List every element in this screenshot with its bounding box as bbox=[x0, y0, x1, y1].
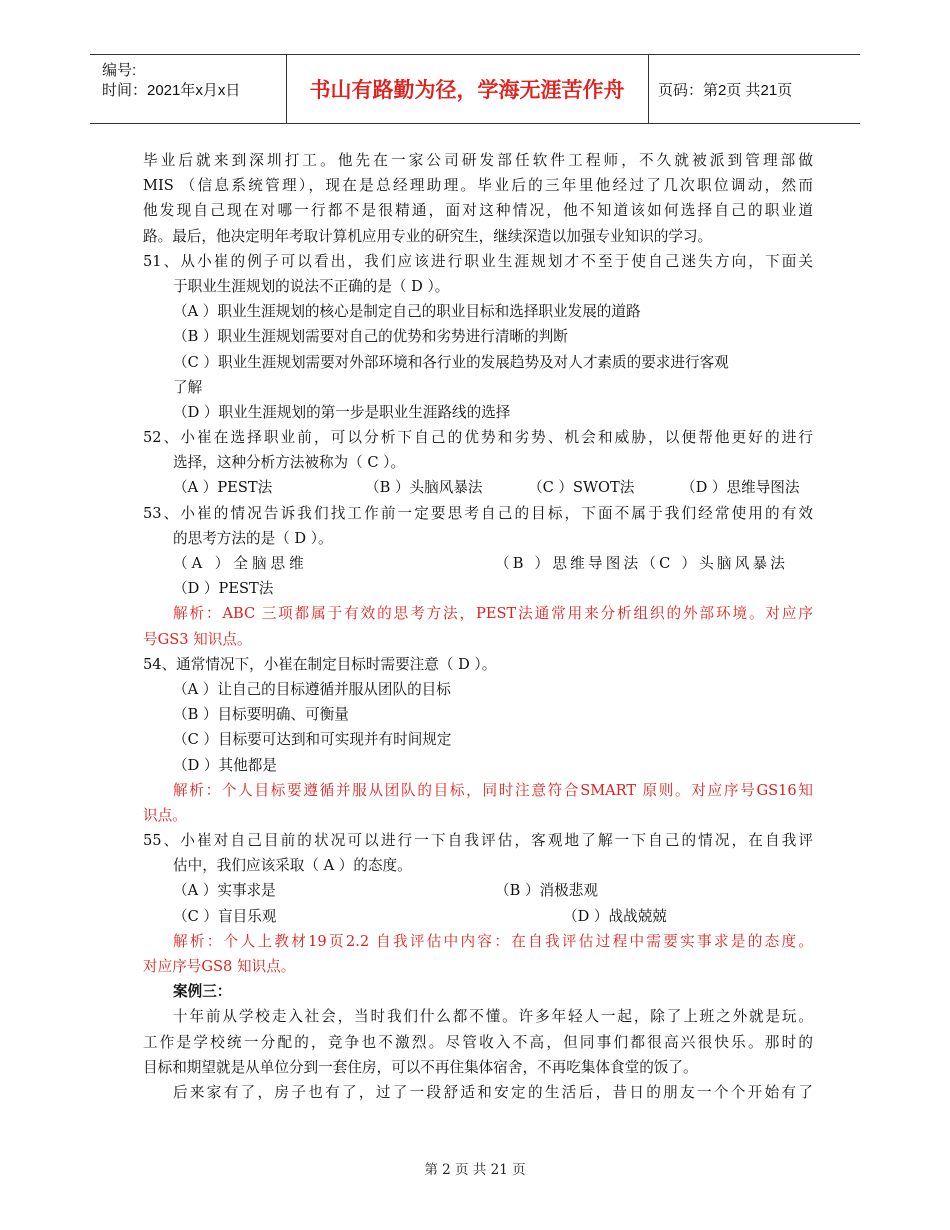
option-c: （C ）盲目乐观 bbox=[173, 907, 277, 925]
case-title: 案例三： bbox=[173, 983, 232, 1001]
page-footer: 第 2 页 共 21 页 bbox=[424, 1162, 526, 1178]
question-51-cont: 于职业生涯规划的说法不正确的是（ D ）。 bbox=[173, 277, 450, 295]
header-page-label: 页码：第2页 共21页 bbox=[658, 81, 793, 99]
option-b: （B ）目标要明确、可衡量 bbox=[173, 706, 349, 724]
option-c: （C ）职业生涯规划需要对外部环境和各行业的发展趋势及对人才素质的要求进行客观 bbox=[173, 353, 729, 371]
case-paragraph-line: 后来家有了，房子也有了，过了一段舒适和安定的生活后，昔日的朋友一个个开始有了 bbox=[173, 1083, 813, 1101]
option-b: （B ）职业生涯规划需要对自己的优势和劣势进行清晰的判断 bbox=[173, 328, 568, 346]
question-53-cont: 的思考方法的是（ D ）。 bbox=[173, 529, 333, 547]
options-row bbox=[143, 904, 813, 929]
case-paragraph-line: 工作是学校统一分配的，竞争也不激烈。尽管收入不高，但同事们都很高兴很快乐。那时的 bbox=[143, 1033, 813, 1051]
option-c: （C ）目标要可达到和可实现并有时间规定 bbox=[173, 731, 452, 749]
header-motto: 书山有路勤为径，学海无涯苦作舟 bbox=[286, 55, 649, 123]
option-a: （A ）全脑思维 bbox=[173, 555, 308, 572]
page-header bbox=[90, 54, 860, 124]
question-54: 54、通常情况下，小崔在制定目标时需要注意（ D ）。 bbox=[143, 655, 497, 673]
explanation-cont: 对应序号GS8 知识点。 bbox=[143, 958, 296, 975]
paragraph-line: 他发现自己现在对哪一行都不是很精通，面对这种情况，他不知道该如何选择自己的职业道 bbox=[143, 202, 813, 220]
paragraph-line: 路。最后，他决定明年考取计算机应用专业的研究生，继续深造以加强专业知识的学习。 bbox=[143, 227, 713, 245]
option-a: （A ）让自己的目标遵循并服从团队的目标 bbox=[173, 680, 451, 698]
question-53: 53、小崔的情况告诉我们找工作前一定要思考自己的目标，下面不属于我们经常使用的有效 bbox=[143, 504, 813, 522]
option-b: （B ）头脑风暴法 bbox=[365, 479, 483, 497]
option-b: （B ）消极悲观 bbox=[495, 882, 598, 900]
question-51: 51、从小崔的例子可以看出，我们应该进行职业生涯规划才不至于使自己迷失方向，下面关 bbox=[143, 252, 813, 270]
time-label: 时间：2021年x月x日 bbox=[102, 82, 241, 99]
explanation-cont: 号GS3 知识点。 bbox=[143, 630, 252, 648]
case-paragraph-line: 目标和期望就是从单位分到一套住房，可以不再住集体宿舍，不再吃集体食堂的饭了。 bbox=[143, 1058, 698, 1076]
option-d: （D ）职业生涯规划的第一步是职业生涯路线的选择 bbox=[173, 403, 511, 421]
question-52: 52、小崔在选择职业前，可以分析下自己的优势和劣势、机会和威胁，以便帮他更好的进行 bbox=[143, 429, 813, 447]
option-bc: （B ）思维导图法（C ）头脑风暴法 bbox=[495, 555, 789, 572]
question-52-cont: 选择，这种分析方法被称为（ C ）。 bbox=[173, 454, 406, 472]
option-a: （A ）职业生涯规划的核心是制定自己的职业目标和选择职业发展的道路 bbox=[173, 303, 641, 321]
option-c: （C ）SWOT法 bbox=[528, 479, 635, 497]
explanation-cont: 识点。 bbox=[143, 806, 187, 824]
question-55: 55、小崔对自己目前的状况可以进行一下自我评估，客观地了解一下自己的情况，在自我评 bbox=[143, 832, 813, 850]
option-a: （A ）实事求是 bbox=[173, 882, 276, 900]
option-d: （D ）其他都是 bbox=[173, 756, 277, 774]
paragraph-line: 毕业后就来到深圳打工。他先在一家公司研发部任软件工程师，不久就被派到管理部做 bbox=[143, 152, 813, 169]
doc-number-label: 编号: bbox=[102, 62, 137, 79]
option-a: （A ）PEST法 bbox=[173, 479, 273, 497]
paragraph-line: MIS （信息系统管理），现在是总经理助理。毕业后的三年里他经过了几次职位调动，然而 bbox=[143, 177, 813, 195]
question-55-cont: 估中，我们应该采取（ A ）的态度。 bbox=[173, 857, 412, 875]
explanation: 解析：个人上教材19页2.2 自我评估中内容：在自我评估过程中需要实事求是的态度。 bbox=[173, 932, 813, 950]
options-row bbox=[143, 551, 813, 576]
option-d: （D ）思维导图法 bbox=[681, 479, 800, 497]
option-c-cont: 了解 bbox=[173, 378, 203, 396]
option-d: （D ）战战兢兢 bbox=[563, 907, 667, 925]
options-row bbox=[143, 475, 813, 500]
options-row bbox=[143, 878, 813, 903]
document-body bbox=[143, 148, 813, 1105]
explanation: 解析：个人目标要遵循并服从团队的目标，同时注意符合SMART 原则。对应序号GS16知 bbox=[173, 781, 813, 799]
case-paragraph-line: 十年前从学校走入社会，当时我们什么都不懂。许多年轻人一起，除了上班之外就是玩。 bbox=[173, 1008, 813, 1026]
option-d: （D ）PEST法 bbox=[173, 580, 274, 598]
header-meta bbox=[90, 55, 287, 123]
explanation: 解析：ABC 三项都属于有效的思考方法，PEST法通常用来分析组织的外部环境。对应序 bbox=[173, 605, 813, 623]
